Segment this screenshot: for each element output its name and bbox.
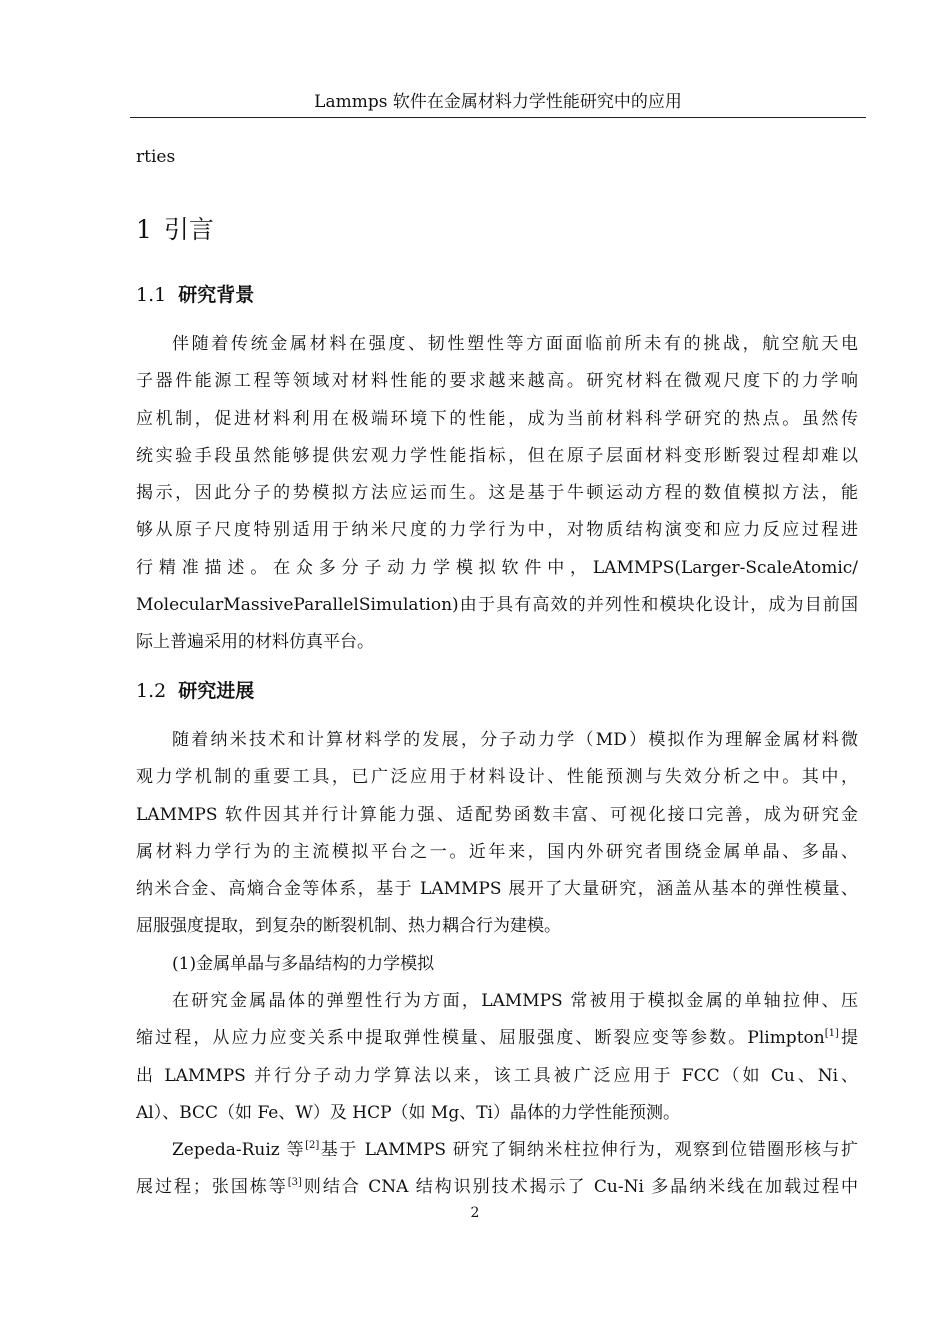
- section-title: 引言: [163, 215, 214, 244]
- text-line: 够从原子尺度特别适用于纳米尺度的力学行为中，对物质结构演变和应力反应过程进: [136, 520, 858, 541]
- section-title: 研究背景: [178, 284, 255, 306]
- text-line: 屈服强度提取，到复杂的断裂机制、热力耦合行为建模。: [136, 916, 561, 937]
- text-line: 际上普遍采用的材料仿真平台。: [136, 632, 374, 653]
- text-line: 展过程；张国栋等[3]则结合 CNA 结构识别技术揭示了 Cu-Ni 多晶纳米线在加载过程中: [136, 1177, 858, 1198]
- text-line: 属材料力学行为的主流模拟平台之一。近年来，国内外研究者围绕金属单晶、多晶、: [136, 841, 858, 862]
- section-number: 1.2: [136, 680, 167, 702]
- text-line: 纳米合金、高熵合金等体系，基于 LAMMPS 展开了大量研究，涵盖从基本的弹性模量、: [136, 879, 858, 900]
- section-number: 1.1: [136, 284, 167, 306]
- text-line: 行 精 准 描 述 。 在 众 多 分 子 动 力 学 模 拟 软 件 中 ， LAMMPS(Larger-ScaleAtomic/: [136, 557, 858, 578]
- text-line: 出 LAMMPS 并行分子动力学算法以来，该工具被广泛应用于 FCC（如 Cu、Ni、: [136, 1065, 858, 1086]
- text-line: 观力学机制的重要工具，已广泛应用于材料设计、性能预测与失效分析之中。其中，: [136, 767, 858, 788]
- text-line: 子器件能源工程等领域对材料性能的要求越来越高。研究材料在微观尺度下的力学响: [136, 371, 858, 392]
- section-heading-1: [136, 213, 214, 247]
- text-line: 统实验手段虽然能够提供宏观力学性能指标，但在原子层面材料变形断裂过程却难以: [136, 445, 858, 466]
- citation-1[interactable]: [1]: [824, 1028, 839, 1040]
- page-number: 2: [470, 1205, 480, 1221]
- paragraph-zepeda: [136, 1132, 858, 1207]
- text-line: Al）、BCC（如 Fe、W）及 HCP（如 Mg、Ti）晶体的力学性能预测。: [136, 1102, 680, 1123]
- text-line: 伴随着传统金属材料在强度、韧性塑性等方面面临前所未有的挑战，航空航天电: [172, 334, 858, 354]
- text-line: 揭示，因此分子的势模拟方法应运而生。这是基于牛顿运动方程的数值模拟方法，能: [136, 483, 858, 504]
- section-heading-1-2: [136, 677, 254, 705]
- section-number: 1: [136, 215, 152, 244]
- text-line: 随着纳米技术和计算材料学的发展，分子动力学（MD）模拟作为理解金属材料微: [172, 730, 858, 750]
- text-line: LAMMPS 软件因其并行计算能力强、适配势函数丰富、可视化接口完善，成为研究金: [136, 804, 858, 825]
- section-title: 研究进展: [178, 680, 255, 702]
- paragraph-progress: [136, 722, 858, 983]
- text-line: 在研究金属晶体的弹塑性行为方面，LAMMPS 常被用于模拟金属的单轴拉伸、压: [172, 991, 858, 1011]
- continued-text-fragment: rties: [136, 147, 176, 167]
- text-line: 缩过程，从应力应变关系中提取弹性模量、屈服强度、断裂应变等参数。Plimpton[1]提: [136, 1028, 858, 1049]
- paragraph-background: [136, 326, 858, 662]
- text-line: Zepeda-Ruiz 等[2]基于 LAMMPS 研究了铜纳米柱拉伸行为，观察到位错圈形核与扩: [172, 1140, 858, 1160]
- section-heading-1-1: [136, 281, 254, 309]
- citation-3[interactable]: [3]: [287, 1177, 302, 1189]
- paragraph-single-crystal: [136, 983, 858, 1132]
- running-header: Lammps 软件在金属材料力学性能研究中的应用: [130, 88, 866, 118]
- subheading: (1)金属单晶与多晶结构的力学模拟: [172, 953, 435, 974]
- citation-2[interactable]: [2]: [305, 1140, 320, 1151]
- text-line: MolecularMassiveParallelSimulation)由于具有高效的并列性和模块化设计，成为目前国: [136, 595, 858, 616]
- text-line: 应机制，促进材料利用在极端环境下的性能，成为当前材料科学研究的热点。虽然传: [136, 408, 858, 429]
